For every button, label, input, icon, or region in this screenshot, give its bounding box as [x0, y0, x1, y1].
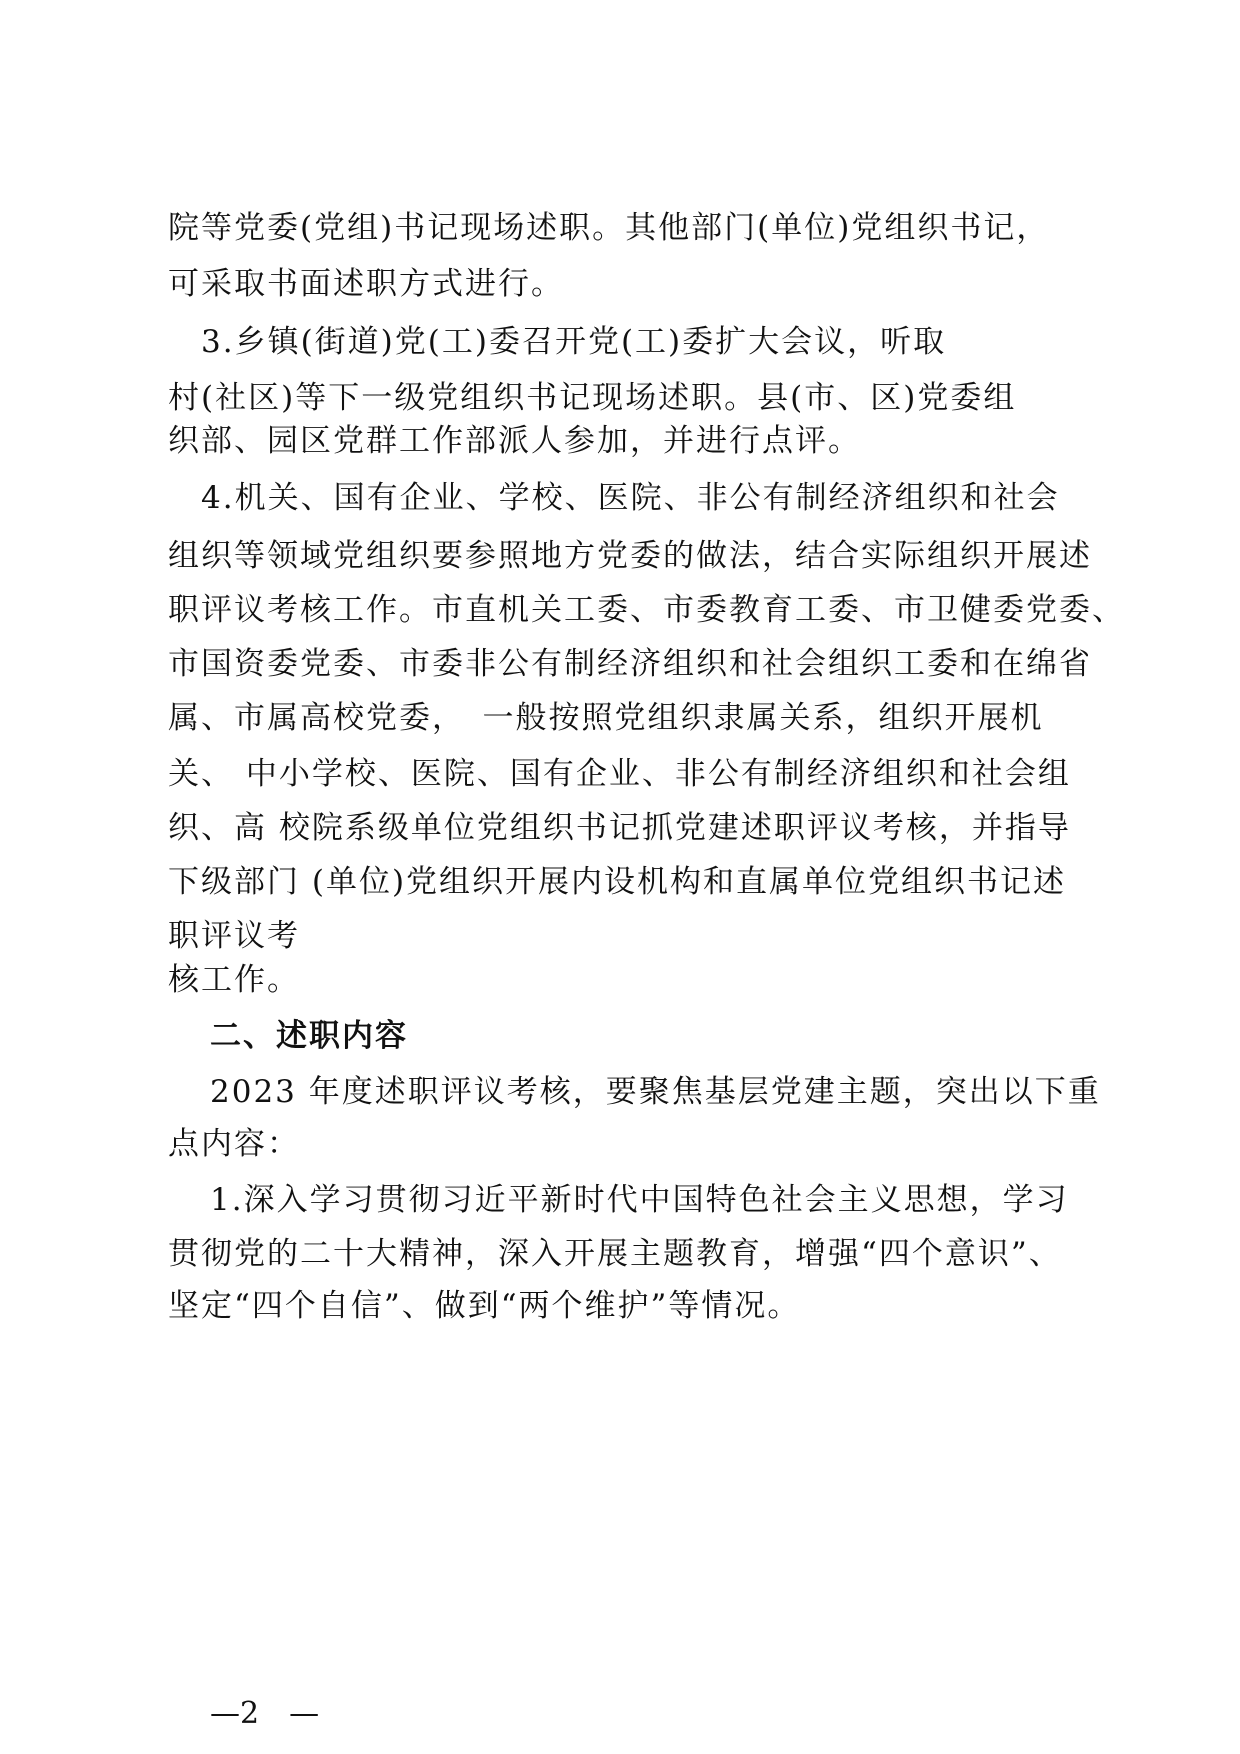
text-line: 核工作。 — [168, 962, 300, 998]
text-line: 1.深入学习贯彻习近平新时代中国特色社会主义思想，学习 — [210, 1182, 1069, 1218]
text-line: 关、 中小学校、医院、国有企业、非公有制经济组织和社会组 — [168, 756, 1071, 792]
text-line: 2023 年度述职评议考核，要聚焦基层党建主题，突出以下重 — [210, 1074, 1101, 1110]
text-line: 织、高 校院系级单位党组织书记抓党建述职评议考核，并指导 — [168, 810, 1071, 846]
text-line: 3.乡镇(街道)党(工)委召开党(工)委扩大会议，听取 — [168, 324, 947, 360]
text-line: 院等党委(党组)书记现场述职。其他部门(单位)党组织书记， — [168, 210, 1050, 246]
text-line: 坚定“四个自信”、做到“两个维护”等情况。 — [168, 1288, 801, 1324]
text-line: 下级部门 (单位)党组织开展内设机构和直属单位党组织书记述 — [168, 864, 1067, 900]
text-line: 职评议考核工作。市直机关工委、市委教育工委、市卫健委党委、 — [168, 592, 1125, 628]
text-line: 点内容： — [168, 1126, 300, 1162]
text-line: 4.机关、国有企业、学校、医院、非公有制经济组织和社会 — [168, 480, 1060, 516]
page-number: —2 — — [210, 1696, 320, 1731]
text-line: 贯彻党的二十大精神，深入开展主题教育，增强“四个意识”、 — [168, 1236, 1062, 1272]
text-line: 可采取书面述职方式进行。 — [168, 266, 564, 302]
text-line: 职评议考 — [168, 918, 300, 954]
text-line: 属、市属高校党委， 一般按照党组织隶属关系，组织开展机 — [168, 700, 1044, 736]
text-line: 组织等领域党组织要参照地方党委的做法，结合实际组织开展述 — [168, 538, 1092, 574]
text-line: 织部、园区党群工作部派人参加，并进行点评。 — [168, 423, 861, 459]
text-line: 市国资委党委、市委非公有制经济组织和社会组织工委和在绵省 — [168, 646, 1092, 682]
text-line: 村(社区)等下一级党组织书记现场述职。县(市、区)党委组 — [168, 380, 1017, 416]
section-heading: 二、述职内容 — [210, 1018, 408, 1054]
